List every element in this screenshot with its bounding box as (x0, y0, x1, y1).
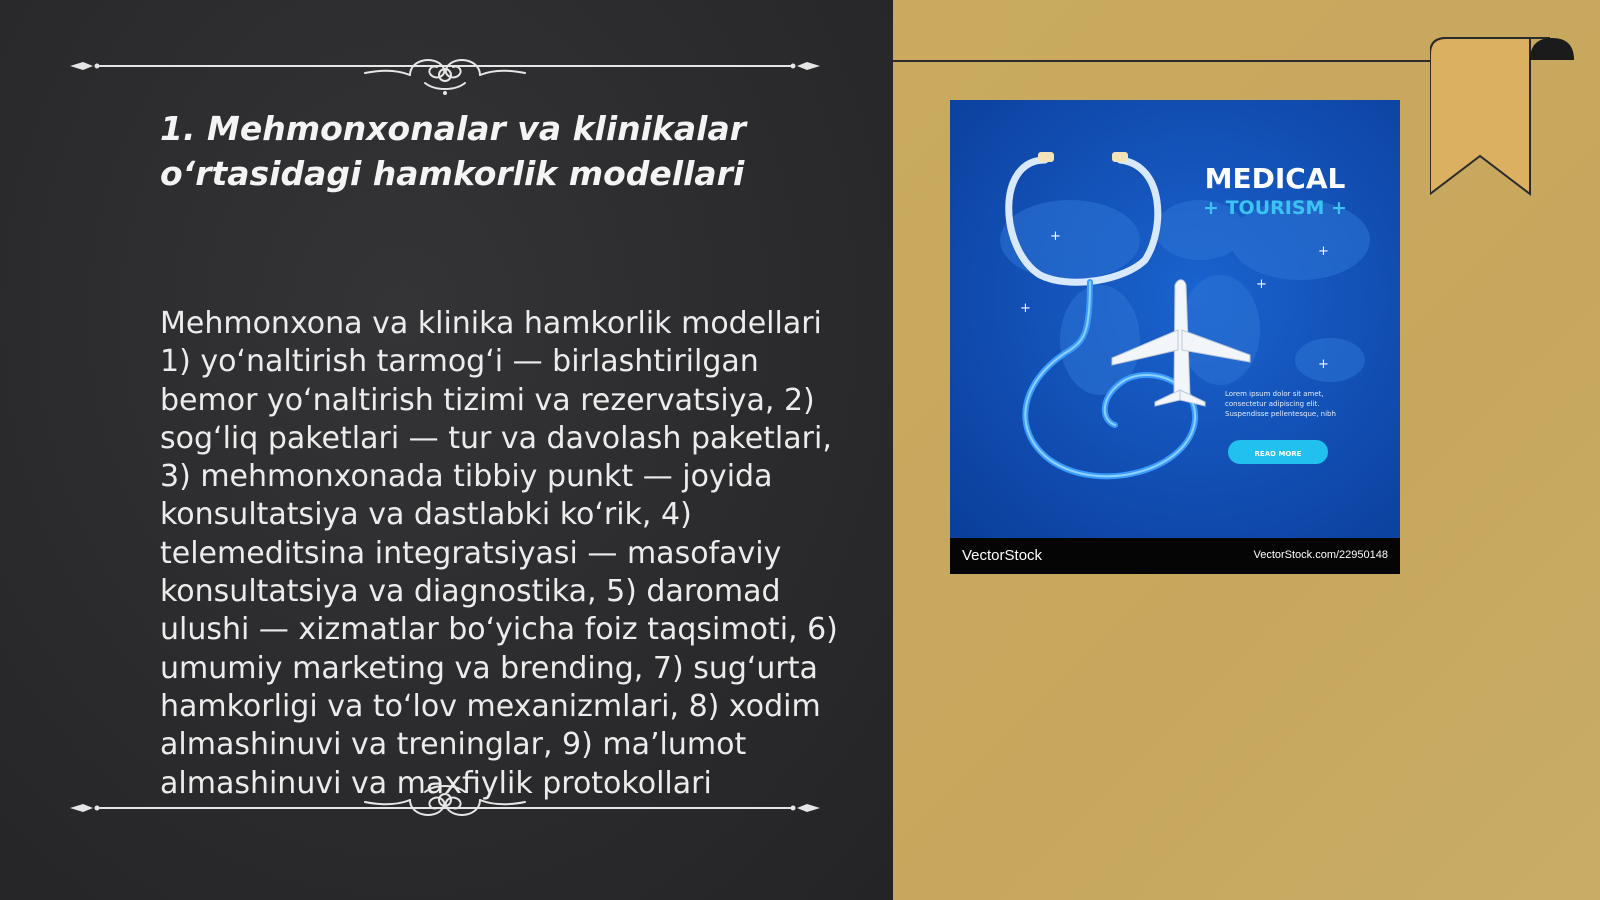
slide-title: 1. Mehmonxonalar va klinikalar o‘rtasidagi hamkorlik modellari (160, 109, 747, 193)
vectorstock-id: VectorStock.com/22950148 (1253, 549, 1388, 561)
medical-tourism-illustration (950, 100, 1400, 538)
medical-tourism-image (950, 100, 1400, 574)
svg-text:+: + (1318, 244, 1329, 259)
ornament-divider-top (65, 45, 825, 95)
image-lorem-line-3: Suspendisse pellentesque, nibh (1225, 410, 1336, 418)
svg-text:+: + (1256, 277, 1267, 292)
image-lorem-line-1: Lorem ipsum dolor sit amet, (1225, 390, 1324, 398)
image-heading-medical: MEDICAL (1204, 162, 1346, 195)
svg-text:+: + (1050, 229, 1061, 244)
vectorstock-brand: VectorStock (962, 547, 1043, 564)
svg-text:+: + (1020, 301, 1031, 316)
image-lorem-line-2: consectetur adipiscing elit. (1225, 400, 1320, 408)
svg-text:+: + (1318, 357, 1329, 372)
image-footer (950, 538, 1400, 574)
ornament-divider-bottom (65, 780, 825, 830)
image-heading-tourism: + TOURISM + (1203, 197, 1347, 219)
bookmark-ribbon-icon (1430, 34, 1600, 204)
horizontal-divider (893, 60, 1438, 62)
image-read-more-label: READ MORE (1254, 450, 1302, 458)
slide-body-text: Mehmonxona va klinika hamkorlik modellari 1) yo‘naltirish tarmog‘i — birlashtirilgan bemor yo‘naltirish tizimi va rezervatsiya, 2) sog‘liq paketlari — tur va davolash paketlari, 3) mehmonxonada tibbiy punkt — joyida konsultatsiya va dastlabki ko‘rik, 4) telemeditsina integratsiyasi — masofaviy konsultatsiya va diagnostika, 5) daromad ulushi — xizmatlar bo‘yicha foiz taqsimoti, 6) umumiy marketing va brending, 7) sug‘urta hamkorligi va to‘lov mexanizmlari, 8) xodim almashinuvi va treninglar, 9) ma’lumot almashinuvi va maxfiylik protokollari (160, 306, 838, 801)
